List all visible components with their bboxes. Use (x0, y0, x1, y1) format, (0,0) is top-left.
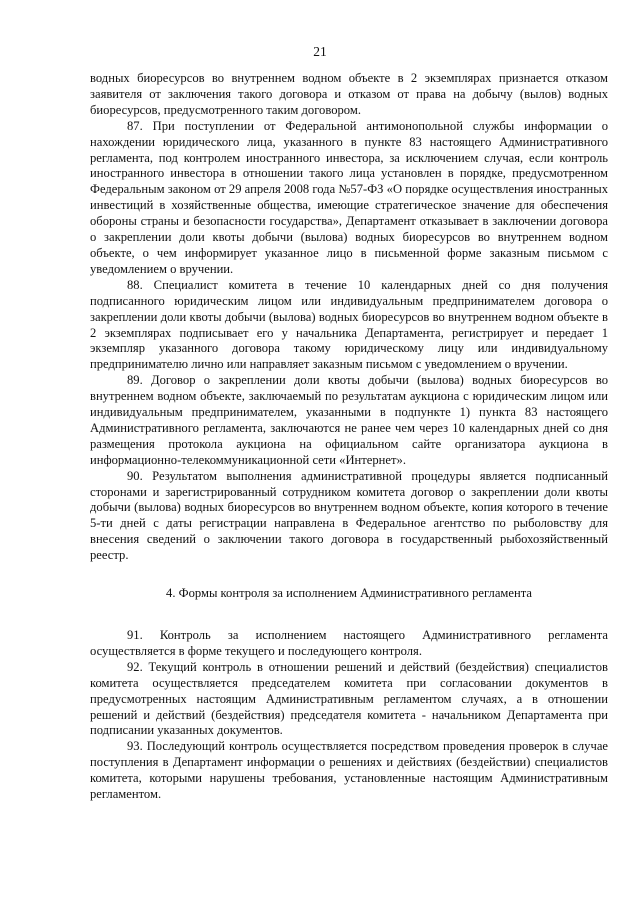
paragraph-93: 93. Последующий контроль осуществляется посредством проведения проверок в случае поступления в Департамент информации о решениях и действиях (бездействии) специалистов комитета, которыми нарушены требования, установленные настоящим Административным регламентом. (90, 739, 608, 802)
paragraph-92: 92. Текущий контроль в отношении решений и действий (бездействия) специалистов комитета осуществляется председателем комитета при согласовании документов в предусмотренных настоящим Административным регламентом случаях, а в отношении решений и действий (бездействия) председателя комитета - начальником Департамента при подписании указанных документов. (90, 659, 608, 738)
paragraph-91: 91. Контроль за исполнением настоящего Административного регламента осуществляется в форме текущего и последующего контроля. (90, 628, 608, 658)
paragraph-88: 88. Специалист комитета в течение 10 календарных дней со дня получения подписанного юридическим лицом или индивидуальным предпринимателем договора о закреплении доли квоты добычи (вылова) водных биоресурсов во внутреннем водном объекте в 2 экземплярах подписывает его у начальника Департамента, регистрирует и передает 1 экземпляр указанного договора такому юридическому лицу или индивидуальному предпринимателю лично или направляет заказным письмом с уведомлением о вручении. (90, 277, 608, 372)
paragraph-89: 89. Договор о закреплении доли квоты добычи (вылова) водных биоресурсов во внутреннем водном объекте, заключаемый по результатам аукциона с юридическим лицом или индивидуальным предпринимателем, указанными в подпункте 1) пункта 83 настоящего Административного регламента, заключаются не ранее чем через 10 календарных дней со дня размещения протокола аукциона на официальном сайте организатора аукциона в информационно-телекоммуникационной сети «Интернет». (90, 373, 608, 467)
document-body (90, 71, 608, 803)
page-number: 21 (313, 44, 327, 59)
paragraph-90: 90. Результатом выполнения административной процедуры является подписанный сторонами и зарегистрированный сотрудником комитета договор о закреплении доли квоты добычи (вылова) водных биоресурсов во внутреннем водном объекте, копия которого в течение 5-ти дней с даты регистрации направлена в Федеральное агентство по рыболовству для внесения сведений о заключении такого договора в государственный рыбохозяйственный реестр. (90, 468, 608, 563)
paragraph-87: 87. При поступлении от Федеральной антимонопольной службы информации о нахождении юридического лица, указанного в пункте 83 настоящего Административного регламента, под контролем иностранного инвестора, за исключением случая, если контроль иностранного инвестора в отношении такого лица установлен в порядке, предусмотренном Федеральным законом от 29 апреля 2008 года №57-ФЗ «О порядке осуществления иностранных инвестиций в хозяйственные общества, имеющие стратегическое значение для обеспечения обороны страны и безопасности государства», Департамент отказывает в заключении договора о закреплении доли квоты добычи (вылова) водных биоресурсов во внутреннем водном объекте, о чем информирует указанное лицо в письменной форме заказным письмом с уведомлением о вручении. (90, 118, 608, 276)
section-heading: 4. Формы контроля за исполнением Административного регламента (166, 586, 532, 601)
paragraph-continuation: водных биоресурсов во внутреннем водном объекте в 2 экземплярах признается отказом заявителя от заключения такого договора и отказом от права на добычу (вылов) водных биоресурсов, предусмотренного таким договором. (90, 71, 608, 117)
